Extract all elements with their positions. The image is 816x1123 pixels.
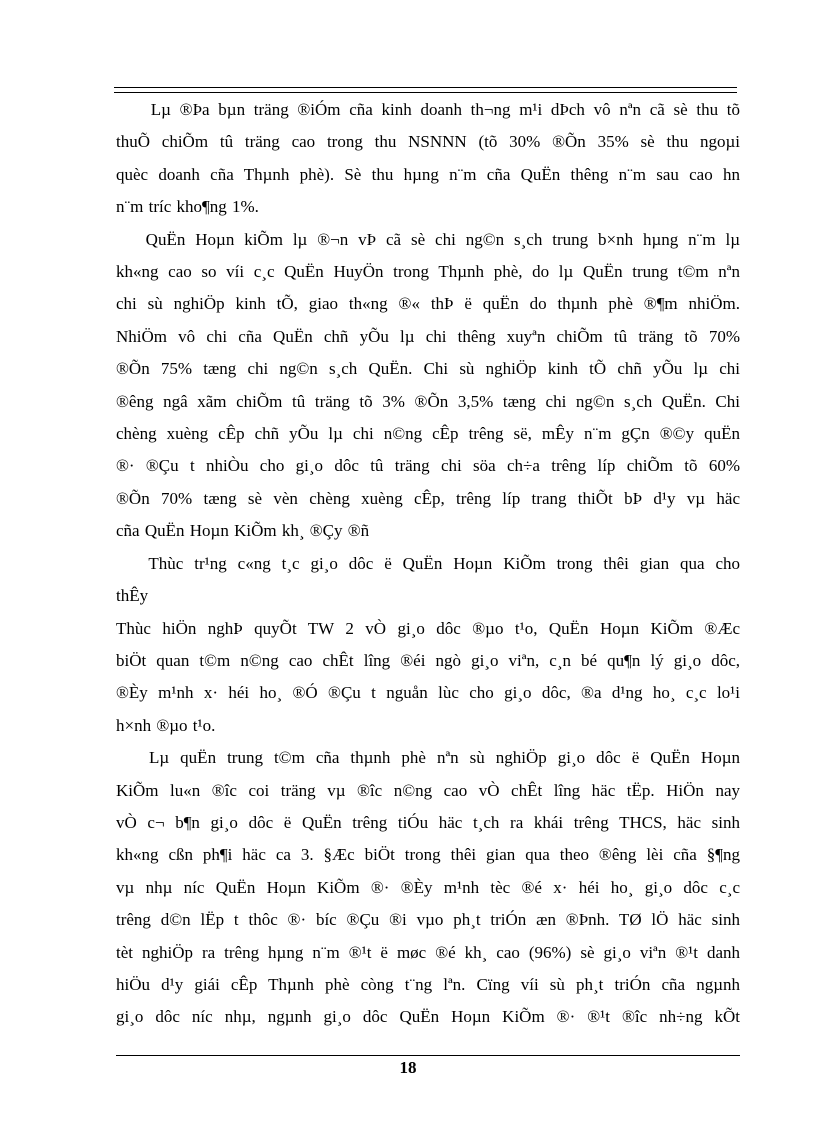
text-line: chi sù nghiÖp kinh tÕ, giao th«ng ®« thÞ ë quËn do thµnh phè ®¶m nhiÖm. [116,294,740,314]
text-line: vÒ c¬ b¶n gi¸o dôc ë QuËn trêng tiÓu häc t¸ch ra khái trêng THCS, häc sinh [116,812,740,832]
text-line: cña QuËn Hoµn KiÕm kh¸ ®Çy ®ñ [116,521,370,541]
text-line: ®Õn 75% tæng chi ng©n s¸ch QuËn. Chi sù nghiÖp kinh tÕ chñ yÕu lµ chi [116,359,740,379]
text-line: NhiÖm vô chi cña QuËn chñ yÕu lµ chi thêng xuyªn chiÕm tû träng tõ 70% [116,326,740,346]
text-line: biÖt quan t©m n©ng cao chÊt lîng ®éi ngò gi¸o viªn, c¸n bé qu¶n lý gi¸o dôc, [116,650,740,670]
text-line: hiÖu d¹y giái cÊp Thµnh phè còng t¨ng lªn. Cïng víi sù ph¸t triÓn cña ngµnh [116,974,740,994]
footer-rule [116,1055,740,1056]
header-rule-top [114,87,737,88]
text-line: Thùc hiÖn nghÞ quyÕt TW 2 vÒ gi¸o dôc ®µo t¹o, QuËn Hoµn KiÕm ®Æc [116,618,740,638]
text-line: vµ nhµ níc QuËn Hoµn KiÕm ®· ®Èy m¹nh tèc ®é x· héi ho¸ gi¸o dôc c¸c [116,877,740,897]
text-line: ®Èy m¹nh x· héi ho¸ ®Ó ®Çu t nguån lùc cho gi¸o dôc, ®a d¹ng ho¸ c¸c lo¹i [116,683,740,703]
text-line: trêng d©n lËp t thôc ®· bíc ®Çu ®i vµo ph¸t triÓn æn ®Þnh. TØ lÖ häc sinh [116,910,740,930]
text-line: Thùc tr¹ng c«ng t¸c gi¸o dôc ë QuËn Hoµn KiÕm trong thêi gian qua cho [116,553,740,573]
text-line: kh«ng cßn ph¶i häc ca 3. §Æc biÖt trong thêi gian qua theo ®êng lèi cña §¶ng [116,845,740,865]
text-line: KiÕm lu«n ®îc coi träng vµ ®îc n©ng cao vÒ chÊt lîng häc tËp. HiÖn nay [116,780,740,800]
page-number: 18 [399,1058,417,1077]
body-text [116,94,740,1034]
text-line: ®· ®Çu t nhiÒu cho gi¸o dôc tû träng chi söa ch÷a trêng líp chiÕm tõ 60% [116,456,740,476]
text-line: kh«ng cao so víi c¸c QuËn HuyÖn trong Thµnh phè, do lµ QuËn trung t©m nªn [116,262,740,282]
text-line: n¨m tríc kho¶ng 1%. [116,197,259,217]
text-line: Lµ quËn trung t©m cña thµnh phè nªn sù nghiÖp gi¸o dôc ë QuËn Hoµn [116,748,740,768]
text-line: quèc doanh cña Thµnh phè). Sè thu hµng n¨m cña QuËn thêng n¨m sau cao hn [116,164,740,184]
header-rule-bottom [114,92,737,93]
text-line: h×nh ®µo t¹o. [116,715,216,735]
text-line: gi¸o dôc níc nhµ, ngµnh gi¸o dôc QuËn Hoµn KiÕm ®· ®¹t ®îc nh÷ng kÕt [116,1007,740,1027]
text-line: tèt nghiÖp ra trêng hµng n¨m ®¹t ë møc ®é kh¸ cao (96%) sè gi¸o viªn ®¹t danh [116,942,740,962]
text-line: Lµ ®Þa bµn träng ®iÓm cña kinh doanh th¬ng m¹i dÞch vô nªn cã sè thu tõ [116,100,740,119]
text-line: chèng xuèng cÊp chñ yÕu lµ chi n©ng cÊp trêng së, mÊy n¨m gÇn ®©y quËn [116,424,740,444]
text-line: ®Õn 70% tæng sè vèn chèng xuèng cÊp, trêng líp trang thiÕt bÞ d¹y vµ häc [116,488,740,508]
text-line: ®êng ngâ xãm chiÕm tû träng tõ 3% ®Õn 3,5% tæng chi ng©n s¸ch QuËn. Chi [116,391,740,411]
text-line: QuËn Hoµn kiÕm lµ ®¬n vÞ cã sè chi ng©n s¸ch trung b×nh hµng n¨m lµ [116,229,740,249]
text-line: thuÕ chiÕm tû träng cao trong thu NSNNN (tõ 30% ®Õn 35% sè thu ngoµi [116,132,740,152]
text-line: thÊy [116,586,149,606]
